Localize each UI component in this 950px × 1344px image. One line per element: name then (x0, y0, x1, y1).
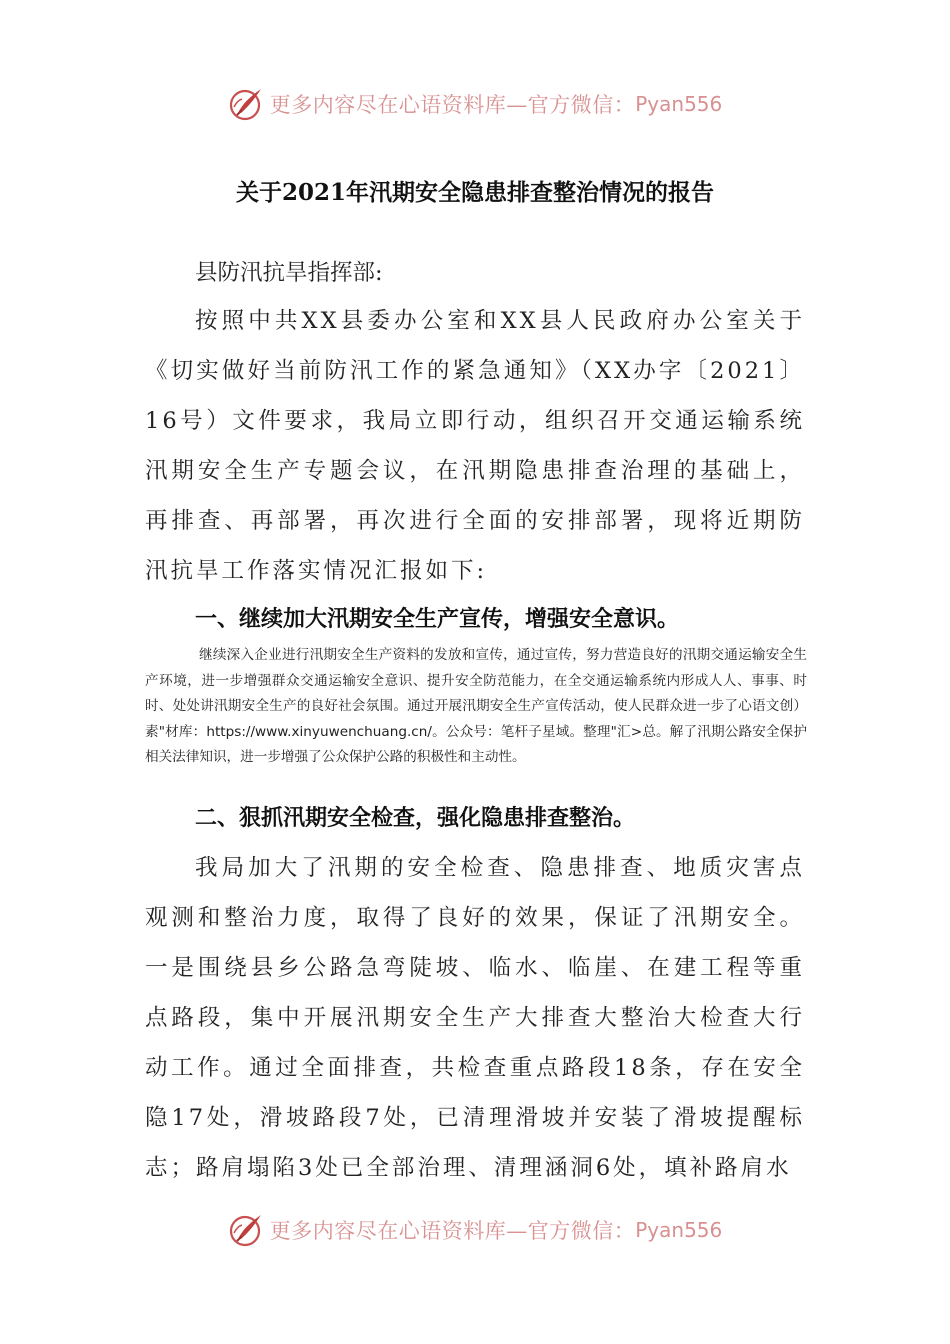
document-title: 关于2021年汛期安全隐患排查整治情况的报告 (235, 179, 714, 206)
quill-logo-icon (228, 85, 266, 123)
watermark-wechat-id: Pyan556 (635, 92, 723, 116)
section-heading-1: 一、继续加大汛期安全生产宣传，增强安全意识。 (195, 607, 680, 632)
watermark-text: 更多内容尽在心语资料库—官方微信： (269, 1219, 636, 1243)
salutation: 县防汛抗旱指挥部: (195, 260, 383, 286)
paragraph-publicity: 继续深入企业进行汛期安全生产资料的发放和宣传，通过宣传，努力营造良好的汛期交通运输安全生产环境，进一步增强群众交通运输安全意识、提升安全防范能力，在全交通运输系统内形成人人、事事、时时、处处讲汛期安全生产的良好社会氛围。通过开展汛期安全生产宣传活动，使人民群众进一步了心语文创）素"材库：https://www.xinyuwenchuang.cn/。公众号：笔杆子星域。整理"汇>总。解了汛期公路安全保护相关法律知识，进一步增强了公众保护公路的积极性和主动性。 (145, 647, 807, 765)
paragraph-inspection: 我局加大了汛期的安全检查、隐患排查、地质灾害点观测和整治力度，取得了良好的效果，保证了汛期安全。一是围绕县乡公路急弯陡坡、临水、临崖、在建工程等重点路段，集中开展汛期安全生产大排查大整治大检查大行动工作。通过全面排查，共检查重点路段18条，存在安全隐17处，滑坡路段7处，已清理滑坡并安装了滑坡提醒标志；路肩塌陷3处已全部治理、清理涵洞6处，填补路肩水 (145, 855, 805, 1181)
section-heading-2: 二、狠抓汛期安全检查，强化隐患排查整治。 (195, 806, 636, 831)
watermark-banner-top (0, 84, 950, 124)
watermark-wechat-id: Pyan556 (635, 1218, 723, 1242)
watermark-text: 更多内容尽在心语资料库—官方微信： (269, 93, 636, 117)
paragraph-intro: 按照中共XX县委办公室和XX县人民政府办公室关于《切实做好当前防汛工作的紧急通知》（XX办字〔2021〕16号）文件要求，我局立即行动，组织召开交通运输系统汛期安全生产专题会议，在汛期隐患排查治理的基础上，再排查、再部署，再次进行全面的安排部署，现将近期防汛抗旱工作落实情况汇报如下: (145, 308, 805, 584)
quill-logo-icon (228, 1211, 266, 1249)
watermark-banner-bottom (0, 1210, 950, 1250)
